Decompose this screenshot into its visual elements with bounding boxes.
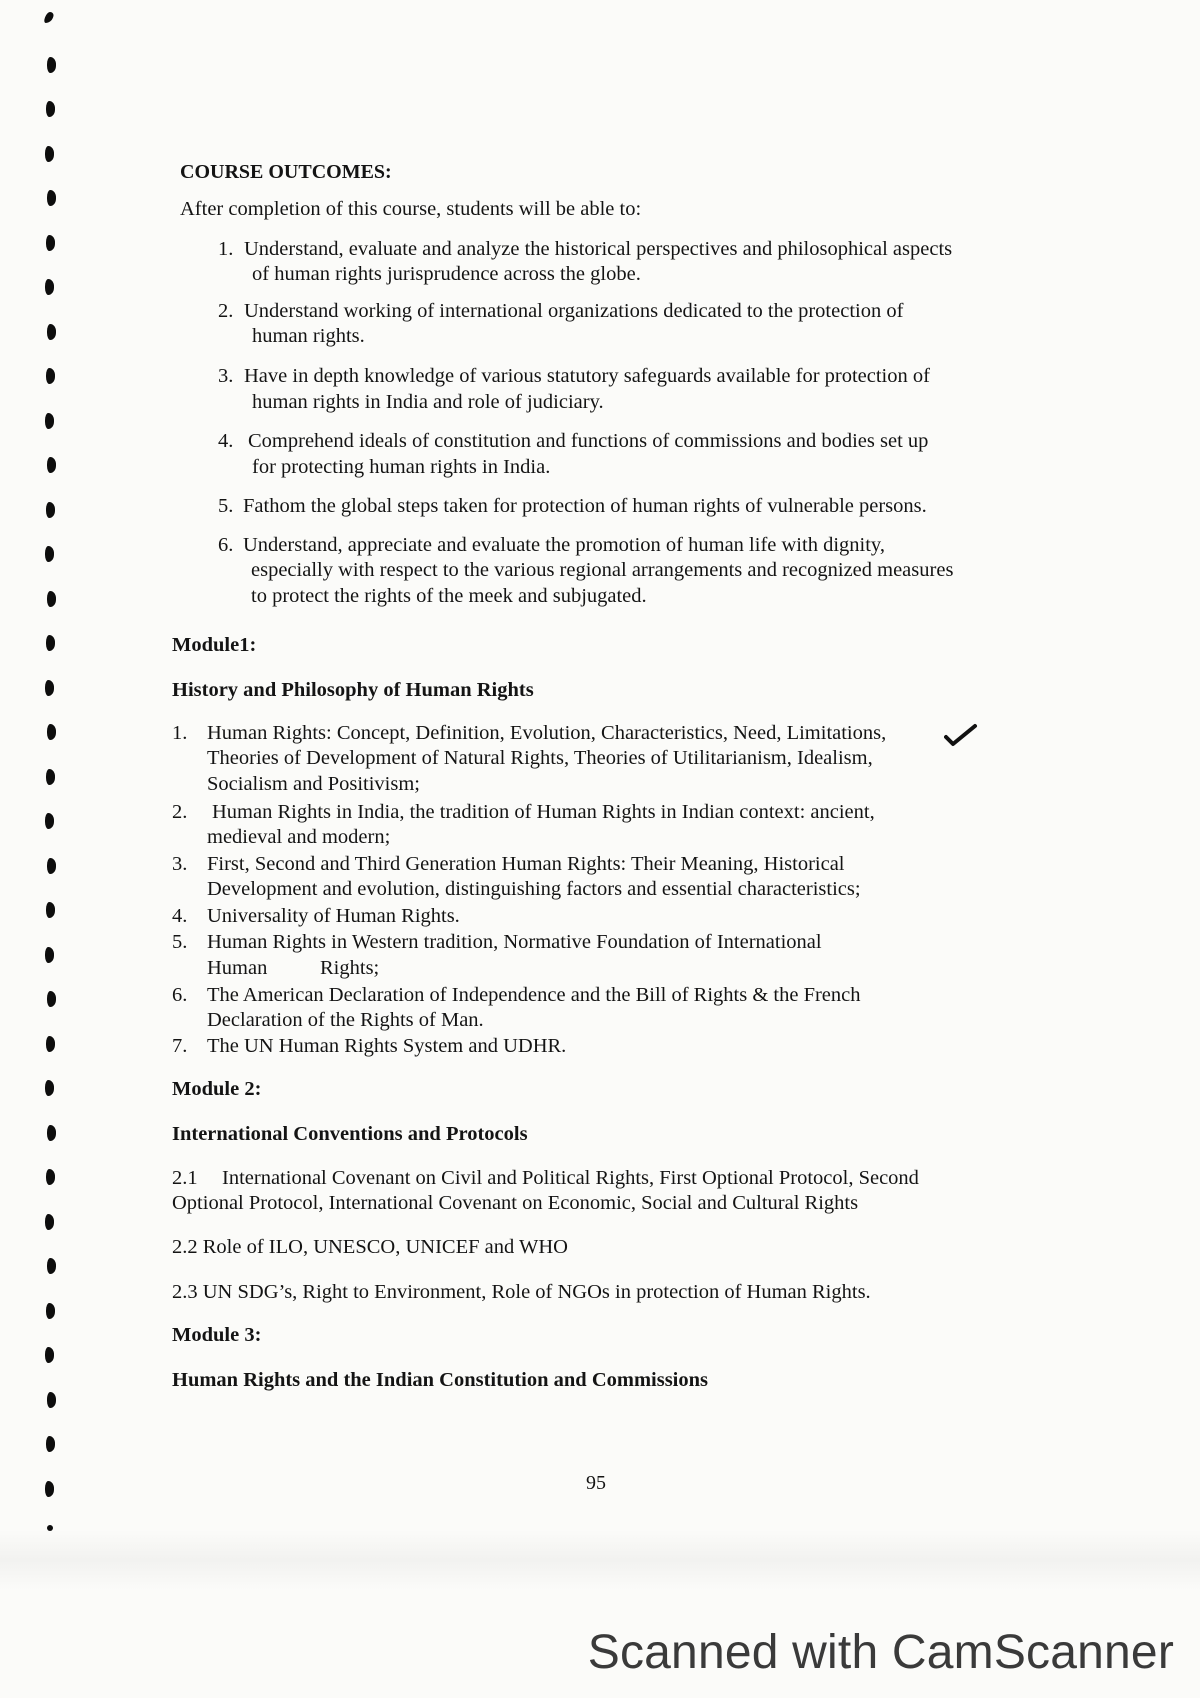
binder-hole-mark: [45, 680, 54, 696]
binder-hole-mark: [45, 146, 54, 162]
outcome-text: for protecting human rights in India.: [252, 456, 551, 478]
module-item-number: 2.: [172, 801, 188, 823]
module-item-text: Development and evolution, distinguishing factors and essential characteristics;: [207, 878, 861, 900]
module-item-text: International Covenant on Civil and Political Rights, First Optional Protocol, Second: [222, 1167, 919, 1189]
binder-hole-mark: [47, 858, 56, 874]
binder-hole-mark: [46, 1169, 55, 1185]
binder-hole-mark: [43, 12, 55, 23]
module-item-text: First, Second and Third Generation Human Rights: Their Meaning, Historical: [207, 853, 845, 875]
binder-hole-mark: [45, 546, 54, 562]
module-item-text: The UN Human Rights System and UDHR.: [207, 1035, 567, 1057]
module-item-number: 6.: [172, 984, 188, 1006]
module-item-text: Human Rights in India, the tradition of Human Rights in Indian context: ancient,: [212, 801, 875, 823]
outcome-text: Have in depth knowledge of various statutory safeguards available for protection of: [244, 365, 930, 387]
binder-hole-mark: [47, 1125, 56, 1141]
binder-hole-mark: [45, 1214, 54, 1230]
module-item-text: Theories of Development of Natural Rights, Theories of Utilitarianism, Idealism,: [207, 747, 873, 769]
module-item-text: Socialism and Positivism;: [207, 773, 420, 795]
outcome-number: 3.: [218, 365, 234, 387]
binder-hole-mark: [47, 324, 56, 340]
course-outcomes-heading: COURSE OUTCOMES:: [180, 161, 392, 183]
outcome-text: Understand working of international organizations dedicated to the protection of: [244, 300, 904, 322]
module-item-text: 2.3 UN SDG’s, Right to Environment, Role of NGOs in protection of Human Rights.: [172, 1281, 871, 1303]
binder-hole-mark: [46, 235, 55, 251]
outcome-text: Understand, appreciate and evaluate the promotion of human life with dignity,: [243, 534, 885, 556]
module-1-heading: Module1:: [172, 634, 257, 656]
outcome-number: 5.: [218, 495, 234, 517]
module-item-text: Human Rights: Concept, Definition, Evolution, Characteristics, Need, Limitations,: [207, 722, 887, 744]
binder-hole-mark: [46, 1303, 55, 1319]
binder-hole-mark: [47, 1258, 56, 1274]
outcome-text: Fathom the global steps taken for protection of human rights of vulnerable persons.: [243, 495, 927, 517]
handwritten-check-icon: [944, 723, 978, 747]
binder-hole-mark: [47, 991, 56, 1007]
binder-hole-mark: [47, 190, 56, 206]
binder-hole-mark: [47, 1392, 56, 1408]
camscanner-watermark: Scanned with CamScanner: [587, 1626, 1174, 1679]
page-number: 95: [586, 1472, 606, 1494]
outcome-text: Comprehend ideals of constitution and functions of commissions and bodies set up: [248, 430, 929, 452]
binder-hole-mark: [47, 457, 56, 473]
binder-hole-mark: [46, 1436, 55, 1452]
binder-hole-mark: [45, 279, 54, 295]
module-item-number: 4.: [172, 905, 188, 927]
course-outcomes-intro: After completion of this course, students will be able to:: [180, 198, 642, 220]
outcome-number: 4.: [218, 430, 234, 452]
outcome-text: especially with respect to the various regional arrangements and recognized measures: [251, 559, 954, 581]
binder-hole-mark: [45, 413, 54, 429]
outcome-text: Understand, evaluate and analyze the historical perspectives and philosophical aspects: [244, 238, 953, 260]
outcome-number: 6.: [218, 534, 234, 556]
module-item-number: 5.: [172, 931, 188, 953]
module-1-title: History and Philosophy of Human Rights: [172, 679, 534, 701]
binder-hole-mark: [47, 591, 56, 607]
binder-hole-mark: [47, 724, 56, 740]
module-2-heading: Module 2:: [172, 1078, 262, 1100]
binder-hole-mark: [46, 635, 55, 651]
binder-holes: [44, 0, 64, 1640]
binder-hole-mark: [46, 1036, 55, 1052]
module-item-text: Rights;: [320, 957, 380, 979]
outcome-text: of human rights jurisprudence across the globe.: [252, 263, 641, 285]
binder-hole-mark: [46, 902, 55, 918]
module-item-text: Declaration of the Rights of Man.: [207, 1009, 484, 1031]
binder-hole-mark: [45, 947, 54, 963]
module-item-text: 2.2 Role of ILO, UNESCO, UNICEF and WHO: [172, 1236, 568, 1258]
module-item-text: Universality of Human Rights.: [207, 905, 460, 927]
outcome-text: to protect the rights of the meek and subjugated.: [251, 585, 647, 607]
module-3-heading: Module 3:: [172, 1324, 262, 1346]
outcome-text: human rights.: [252, 325, 365, 347]
module-item-number: 7.: [172, 1035, 188, 1057]
binder-hole-mark: [46, 769, 55, 785]
outcome-number: 2.: [218, 300, 234, 322]
module-item-text: The American Declaration of Independence and the Bill of Rights & the French: [207, 984, 861, 1006]
binder-hole-mark: [47, 57, 56, 73]
module-item-text: Human: [207, 957, 268, 979]
binder-hole-mark: [46, 502, 55, 518]
scan-shadow: [0, 1530, 1200, 1590]
binder-hole-mark: [45, 1347, 54, 1363]
module-item-text: medieval and modern;: [207, 826, 391, 848]
outcome-text: human rights in India and role of judiciary.: [252, 391, 604, 413]
binder-hole-mark: [46, 101, 55, 117]
module-item-number: 3.: [172, 853, 188, 875]
module-2-title: International Conventions and Protocols: [172, 1123, 528, 1145]
module-3-title: Human Rights and the Indian Constitution and Commissions: [172, 1369, 709, 1391]
module-item-number: 2.1: [172, 1167, 198, 1189]
binder-hole-mark: [45, 813, 54, 829]
module-item-text: Optional Protocol, International Covenant on Economic, Social and Cultural Rights: [172, 1192, 859, 1214]
binder-hole-mark: [45, 1481, 54, 1497]
binder-hole-mark: [46, 368, 55, 384]
binder-hole-mark: [45, 1080, 54, 1096]
module-item-number: 1.: [172, 722, 188, 744]
outcome-number: 1.: [218, 238, 234, 260]
module-item-text: Human Rights in Western tradition, Normative Foundation of International: [207, 931, 822, 953]
